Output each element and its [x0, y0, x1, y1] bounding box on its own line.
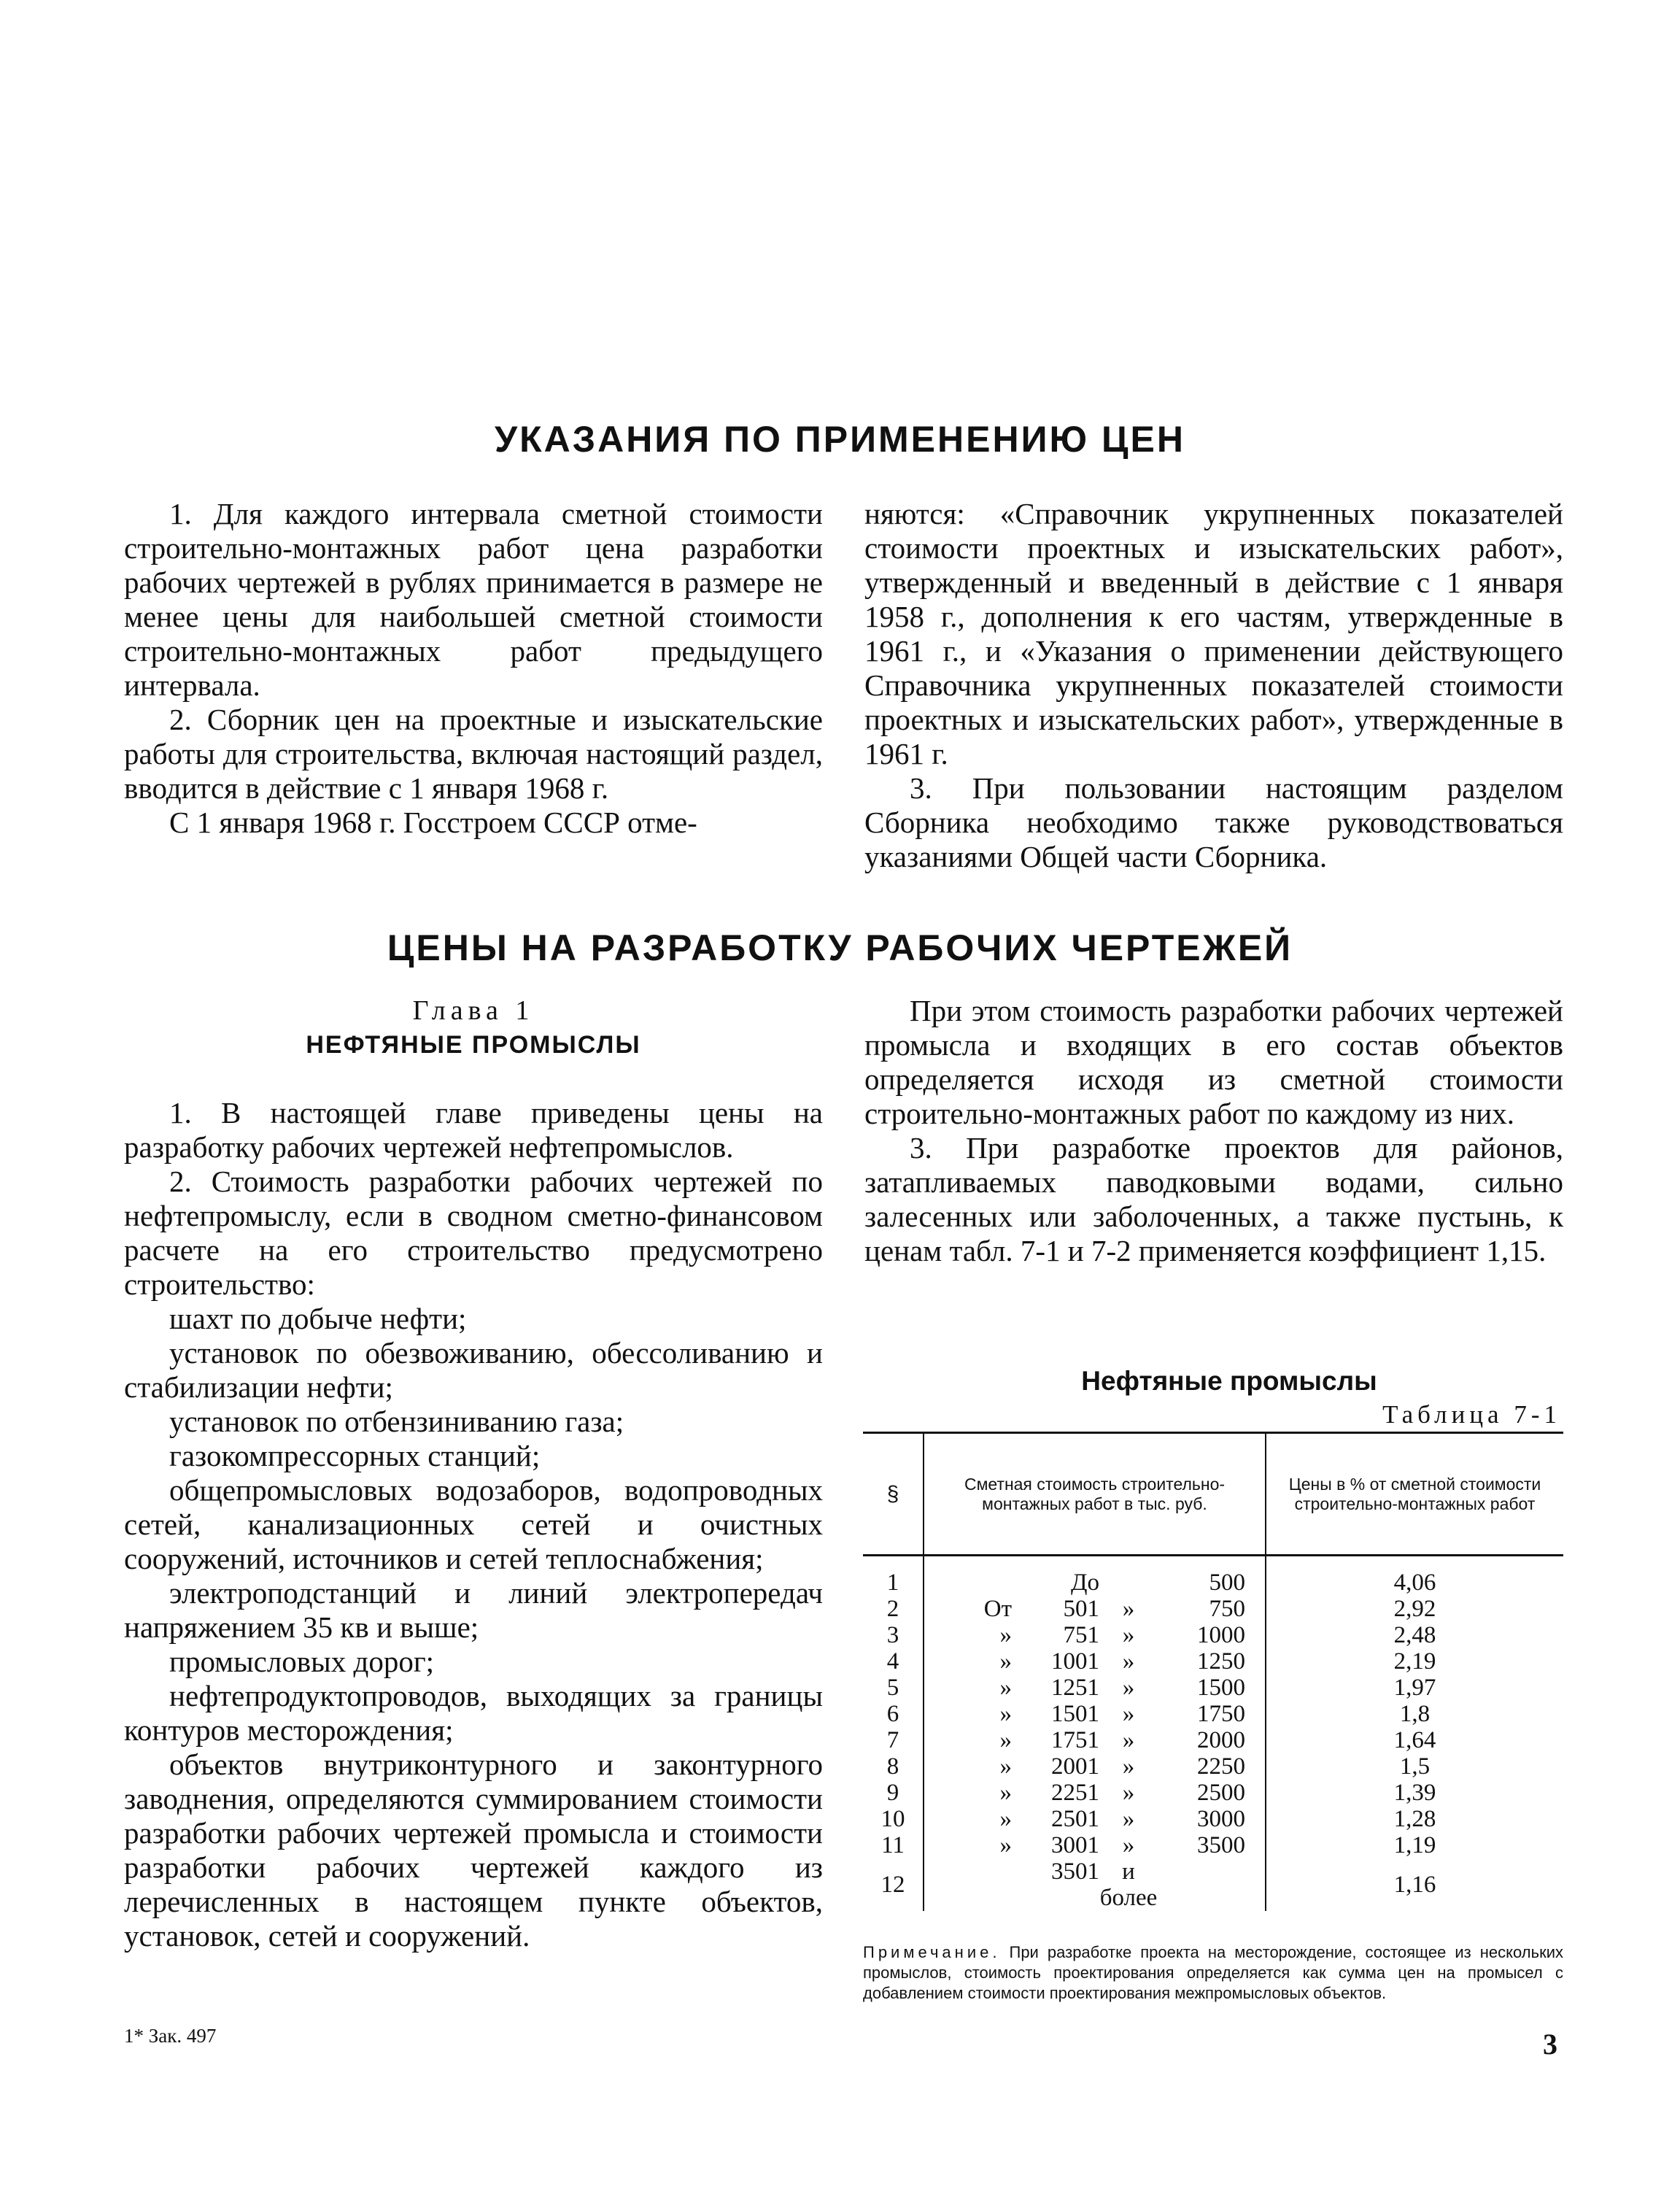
list-item: шахт по добыче нефти; — [169, 1302, 467, 1335]
table-header-cost: Сметная стоимость строительно-монтажных работ в тыс. руб. — [924, 1433, 1266, 1556]
price-percent: 1,8 — [1266, 1701, 1563, 1727]
chapter-para-1: 1. В настоящей главе приведены цены на разработку рабочих чертежей нефтепромыслов. — [124, 1096, 823, 1164]
row-number: 5 — [886, 1675, 899, 1701]
table-row — [863, 1675, 1563, 1701]
range-mid: и более — [1099, 1858, 1158, 1911]
range-mid: » — [1122, 1753, 1135, 1780]
table-label: Таблица 7-1 — [1382, 1400, 1561, 1429]
chapter-para-right-1: При этом стоимость разработки рабочих чертежей промысла и входящих в его состав объектов определяется исходя из сметной стоимости строительно-монтажных работ по каждому из них. — [864, 994, 1563, 1130]
list-item: промысловых дорог; — [169, 1645, 435, 1678]
cost-range — [924, 1832, 1266, 1858]
range-mid: » — [1122, 1832, 1135, 1858]
range-from: » — [999, 1753, 1012, 1780]
instructions-para-3: С 1 января 1968 г. Госстроем СССР отме- — [169, 806, 697, 839]
cost-range — [924, 1727, 1266, 1753]
range-lo: 2251 — [1051, 1780, 1099, 1806]
cost-range — [924, 1753, 1266, 1780]
row-number: 8 — [886, 1753, 899, 1780]
table-row — [863, 1727, 1563, 1753]
prices-left-column — [124, 994, 823, 1953]
section-title-instructions: УКАЗАНИЯ ПО ПРИМЕНЕНИЮ ЦЕН — [495, 419, 1185, 460]
range-lo: 2501 — [1051, 1806, 1099, 1832]
price-percent: 1,16 — [1266, 1858, 1563, 1911]
price-percent: 1,5 — [1266, 1753, 1563, 1780]
cost-range — [924, 1596, 1266, 1622]
range-lo: 1501 — [1051, 1701, 1099, 1727]
row-number: 3 — [886, 1622, 899, 1648]
range-mid: » — [1122, 1622, 1135, 1648]
section-title-prices: ЦЕНЫ НА РАЗРАБОТКУ РАБОЧИХ ЧЕРТЕЖЕЙ — [387, 927, 1293, 968]
range-mid: » — [1122, 1675, 1135, 1701]
range-hi: 2000 — [1197, 1727, 1245, 1753]
range-lo: 1251 — [1051, 1675, 1099, 1701]
price-percent: 4,06 — [1266, 1556, 1563, 1596]
list-item: установок по отбензиниванию газа; — [169, 1405, 624, 1438]
table-header-num: § — [863, 1433, 924, 1556]
list-item: общепромысловых водозаборов, водопроводных сетей, канализационных сетей и очистных сооружений, источников и сетей теплоснабжения; — [124, 1473, 823, 1575]
instructions-para-1: 1. Для каждого интервала сметной стоимости строительно-монтажных работ цена разработки рабочих чертежей в рублях принимается в размере не менее цены для наибольшей сметной стоимости строительно-монтажных работ предыдущего интервала. — [124, 497, 823, 702]
price-percent: 2,48 — [1266, 1622, 1563, 1648]
range-mid — [1099, 1569, 1158, 1596]
range-hi: 3500 — [1197, 1832, 1245, 1858]
range-hi — [1158, 1858, 1245, 1911]
range-mid: » — [1122, 1806, 1135, 1832]
row-number: 11 — [881, 1832, 905, 1858]
row-number: 1 — [886, 1569, 899, 1596]
table-row — [863, 1753, 1563, 1780]
range-from: » — [999, 1648, 1012, 1675]
instructions-para-4: няются: «Справочник укрупненных показателей стоимости проектных и изыскательских работ», утвержденный и введенный в действие с 1 января 1958 г., дополнения к его частям, утвержденные в 1961 г., и «Указания о применении действующего Справочника укрупненных показателей стоимости проектных и изыскательских работ», утвержденные в 1961 г. — [864, 497, 1563, 771]
range-hi: 750 — [1209, 1596, 1245, 1622]
price-table — [863, 1432, 1563, 1911]
table-row — [863, 1648, 1563, 1675]
table-note — [863, 1942, 1563, 2004]
range-from — [924, 1858, 1012, 1911]
range-hi: 2500 — [1197, 1780, 1245, 1806]
list-item: электроподстанций и линий электропередач напряжением 35 кв и выше; — [124, 1576, 823, 1644]
range-lo: 751 — [1063, 1622, 1099, 1648]
list-item: газокомпрессорных станций; — [169, 1439, 541, 1472]
table-note-text: При разработке проекта на месторождение, состоящее из нескольких промыслов, стоимость проектирования определяется как сумма цен на промысел с добавлением стоимости проектирования межпромысловых объектов. — [863, 1943, 1563, 2002]
price-percent: 1,28 — [1266, 1806, 1563, 1832]
price-percent: 1,39 — [1266, 1780, 1563, 1806]
cost-range — [924, 1648, 1266, 1675]
range-lo: До — [1070, 1569, 1099, 1596]
range-hi: 500 — [1209, 1569, 1245, 1596]
cost-range — [924, 1858, 1266, 1911]
cost-range — [924, 1556, 1266, 1596]
cost-range — [924, 1675, 1266, 1701]
row-number: 4 — [886, 1648, 899, 1675]
range-from: » — [999, 1622, 1012, 1648]
table-row — [863, 1780, 1563, 1806]
table-row — [863, 1806, 1563, 1832]
instructions-para-2: 2. Сборник цен на проектные и изыскательские работы для строительства, включая настоящий раздел, вводится в действие с 1 января 1968 г. — [124, 703, 823, 805]
price-percent: 2,19 — [1266, 1648, 1563, 1675]
table-header-price: Цены в % от сметной стоимости строительно-монтажных работ — [1266, 1433, 1563, 1556]
range-from: » — [999, 1727, 1012, 1753]
range-from: » — [999, 1701, 1012, 1727]
range-lo: 1751 — [1051, 1727, 1099, 1753]
chapter-para-2: 2. Стоимость разработки рабочих чертежей по нефтепромыслу, если в сводном сметно-финансовом расчете на его строительство предусмотрено строительство: — [124, 1165, 823, 1301]
price-percent: 1,64 — [1266, 1727, 1563, 1753]
price-percent: 1,19 — [1266, 1832, 1563, 1858]
range-hi: 1000 — [1197, 1622, 1245, 1648]
range-mid: » — [1122, 1701, 1135, 1727]
range-mid: » — [1122, 1727, 1135, 1753]
range-hi: 1250 — [1197, 1648, 1245, 1675]
range-lo: 501 — [1063, 1596, 1099, 1622]
price-percent: 2,92 — [1266, 1596, 1563, 1622]
row-number: 2 — [886, 1596, 899, 1622]
range-hi: 1750 — [1197, 1701, 1245, 1727]
range-mid: » — [1122, 1596, 1135, 1622]
chapter-label: Глава 1 — [412, 995, 535, 1026]
range-lo: 1001 — [1051, 1648, 1099, 1675]
table-body — [863, 1556, 1563, 1912]
chapter-title: НЕФТЯНЫЕ ПРОМЫСЛЫ — [306, 1031, 641, 1059]
list-item: нефтепродуктопроводов, выходящих за границы контуров месторождения; — [124, 1679, 823, 1747]
range-mid: » — [1122, 1780, 1135, 1806]
instructions-para-5: 3. При пользовании настоящим разделом Сборника необходимо также руководствоваться указаниями Общей части Сборника. — [864, 771, 1563, 873]
row-number: 10 — [880, 1806, 905, 1832]
page-number: 3 — [1543, 2028, 1557, 2061]
row-number: 7 — [886, 1727, 899, 1753]
footer-order-number: 1* Зак. 497 — [124, 2025, 217, 2047]
table-row — [863, 1556, 1563, 1596]
table-row — [863, 1596, 1563, 1622]
table-row — [863, 1622, 1563, 1648]
row-number: 12 — [880, 1872, 905, 1898]
range-hi: 3000 — [1197, 1806, 1245, 1832]
table-note-label: Примечание. — [863, 1943, 1001, 1961]
row-number: 6 — [886, 1701, 899, 1727]
table-row — [863, 1832, 1563, 1858]
range-from: » — [999, 1675, 1012, 1701]
table-row — [863, 1858, 1563, 1911]
list-item: установок по обезвоживанию, обессоливанию и стабилизации нефти; — [124, 1336, 823, 1404]
instructions-right-column — [864, 497, 1563, 874]
range-from: » — [999, 1780, 1012, 1806]
range-hi: 1500 — [1197, 1675, 1245, 1701]
cost-range — [924, 1780, 1266, 1806]
range-lo: 2001 — [1051, 1753, 1099, 1780]
price-percent: 1,97 — [1266, 1675, 1563, 1701]
range-from: От — [983, 1596, 1012, 1622]
cost-range — [924, 1806, 1266, 1832]
range-lo: 3001 — [1051, 1832, 1099, 1858]
range-from: » — [999, 1806, 1012, 1832]
cost-range — [924, 1701, 1266, 1727]
range-mid: » — [1122, 1648, 1135, 1675]
prices-right-column — [864, 994, 1563, 1268]
table-title: Нефтяные промыслы — [1081, 1366, 1377, 1396]
list-item: объектов внутриконтурного и законтурного заводнения, определяются суммированием стоимости разработки рабочих чертежей промысла и стоимости разработки рабочих чертежей каждого из леречисленных в настоящем пункте объектов, установок, сетей и сооружений. — [124, 1748, 823, 1953]
range-lo: 3501 — [1051, 1858, 1099, 1885]
chapter-para-right-2: 3. При разработке проектов для районов, затапливаемых паводковыми водами, сильно залесенных или заболоченных, а также пустынь, к ценам табл. 7-1 и 7-2 применяется коэффициент 1,15. — [864, 1131, 1563, 1267]
table-row — [863, 1701, 1563, 1727]
range-from — [924, 1569, 1012, 1596]
row-number: 9 — [886, 1780, 899, 1806]
cost-range — [924, 1622, 1266, 1648]
range-from: » — [999, 1832, 1012, 1858]
instructions-left-column — [124, 497, 823, 840]
range-hi: 2250 — [1197, 1753, 1245, 1780]
